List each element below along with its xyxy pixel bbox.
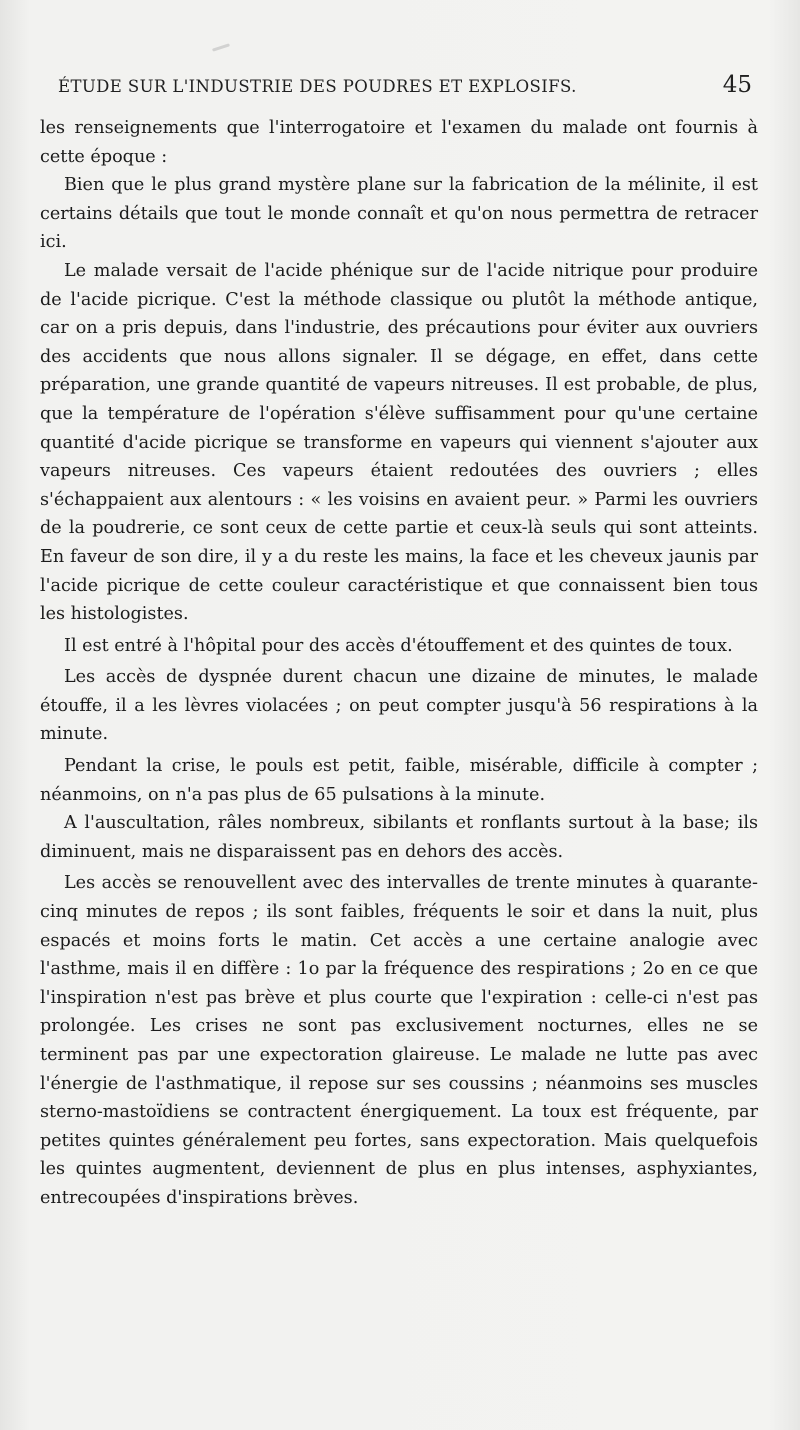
print-smudge bbox=[212, 43, 230, 51]
paragraph-acide-picrique: Le malade versait de l'acide phénique sur de l'acide nitrique pour produire de l'acide picrique. C'est la méthode classique ou plutôt la méthode antique, car on a pris depuis, dans l'industrie, des précautions pour éviter aux ouvriers des accidents que nous allons signaler. Il se dégage, en effet, dans cette préparation, une grande quantité de vapeurs nitreuses. Il est probable, de plus, que la température de l'opération s'élève suffisamment pour qu'une certaine quantité d'acide picrique se transforme en vapeurs qui viennent s'ajouter aux vapeurs nitreuses. Ces vapeurs étaient redoutées des ouvriers ; elles s'échappaient aux alentours : « les voisins en avaient peur. » Parmi les ouvriers de la poudrerie, ce sont ceux de cette partie et ceux-là seuls qui sont atteints. En faveur de son dire, il y a du reste les mains, la face et les cheveux jaunis par l'acide picrique de cette couleur caractéristique et que connaissent bien tous les histologistes. bbox=[40, 260, 758, 625]
paragraph-auscultation: A l'auscultation, râles nombreux, sibilants et ronflants surtout à la base; ils diminuent, mais ne disparaissent pas en dehors des accès. bbox=[40, 813, 758, 862]
running-title: ÉTUDE SUR L'INDUSTRIE DES POUDRES ET EXPLOSIFS. bbox=[58, 77, 577, 96]
paragraph-continuation: les renseignements que l'interrogatoire et l'examen du malade ont fournis à cette époque : bbox=[40, 118, 758, 167]
running-header bbox=[58, 72, 752, 106]
page-number: 45 bbox=[722, 72, 752, 98]
paragraph-acces: Les accès se renouvellent avec des intervalles de trente minutes à quarante-cinq minutes de repos ; ils sont faibles, fréquents le soir et dans la nuit, plus espacés et moins forts le matin. Cet accès a une certaine analogie avec l'asthme, mais il en diffère : 1o par la fréquence des respirations ; 2o en ce que l'inspiration n'est pas brève et plus courte que l'expiration : celle-ci n'est pas prolongée. Les crises ne sont pas exclusivement nocturnes, elles ne se terminent pas par une expectoration glaireuse. Le malade ne lutte pas avec l'énergie de l'asthmatique, il repose sur ses coussins ; néanmoins ses muscles sterno-mastoïdiens se contractent énergiquement. La toux est fréquente, par petites quintes généralement peu fortes, sans expectoration. Mais quelquefois les quintes augmentent, deviennent de plus en plus intenses, asphyxiantes, entrecoupées d'inspirations brèves. bbox=[40, 873, 758, 1208]
paragraph-hopital: Il est entré à l'hôpital pour des accès d'étouffement et des quintes de toux. bbox=[64, 635, 733, 656]
paragraph-melinite: Bien que le plus grand mystère plane sur la fabrication de la mélinite, il est certains détails que tout le monde connaît et qu'on nous permettra de retracer ici. bbox=[40, 175, 758, 253]
paragraph-dyspnee: Les accès de dyspnée durent chacun une dizaine de minutes, le malade étouffe, il a les lèvres violacées ; on peut compter jusqu'à 56 respirations à la minute. bbox=[40, 667, 758, 745]
paragraph-pouls: Pendant la crise, le pouls est petit, faible, misérable, difficile à compter ; néanmoins, on n'a pas plus de 65 pulsations à la minute. bbox=[40, 756, 758, 805]
body-text bbox=[40, 114, 758, 1213]
